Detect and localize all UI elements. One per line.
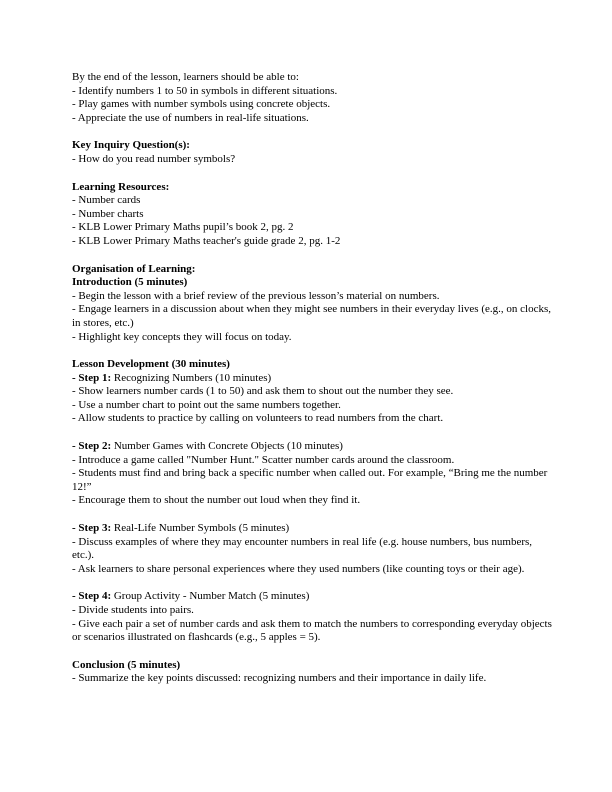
spacer <box>72 576 552 590</box>
step-item: - Give each pair a set of number cards and ask them to match the numbers to corresponding everyday objects or scenarios illustrated on flashcards (e.g., 5 apples = 5). <box>72 617 552 644</box>
objective-item: - Appreciate the use of numbers in real-life situations. <box>72 111 309 124</box>
step-label: - Step 4: <box>72 590 112 603</box>
spacer <box>72 344 552 358</box>
step-title: Recognizing Numbers (10 minutes) <box>111 371 272 384</box>
objective-item: - Identify numbers 1 to 50 in symbols in different situations. <box>72 84 338 97</box>
step-item: - Allow students to practice by calling on volunteers to read numbers from the chart. <box>72 412 444 425</box>
spacer <box>72 125 552 139</box>
step-item: - Ask learners to share personal experiences where they used numbers (like counting toys or their age). <box>72 562 525 575</box>
step-item: - Encourage them to shout the number out loud when they find it. <box>72 494 361 507</box>
inquiry-heading: Key Inquiry Question(s): <box>72 139 190 152</box>
objective-item: - Play games with number symbols using concrete objects. <box>72 98 331 111</box>
step-3-heading <box>72 522 552 536</box>
step-label: - Step 2: <box>72 440 112 453</box>
step-item: - Divide students into pairs. <box>72 604 194 616</box>
conclusion-item: - Summarize the key points discussed: recognizing numbers and their importance in daily life. <box>72 672 487 685</box>
resource-item: - Number charts <box>72 207 144 220</box>
development-heading: Lesson Development (30 minutes) <box>72 358 230 371</box>
organisation-heading: Organisation of Learning: <box>72 262 196 275</box>
resource-item: - Number cards <box>72 194 141 207</box>
resources-heading: Learning Resources: <box>72 180 170 193</box>
inquiry-item: - How do you read number symbols? <box>72 152 236 165</box>
step-title: Group Activity - Number Match (5 minutes) <box>111 590 310 603</box>
spacer <box>72 645 552 659</box>
lesson-plan-page <box>72 71 552 686</box>
step-title: Real-Life Number Symbols (5 minutes) <box>111 522 290 535</box>
step-title: Number Games with Concrete Objects (10 minutes) <box>111 440 343 453</box>
step-label: - Step 1: <box>72 371 112 384</box>
introduction-heading: Introduction (5 minutes) <box>72 276 188 289</box>
introduction-item: - Highlight key concepts they will focus on today. <box>72 330 292 343</box>
introduction-item: - Begin the lesson with a brief review of the previous lesson’s material on numbers. <box>72 289 440 302</box>
step-4-heading <box>72 590 552 604</box>
spacer <box>72 508 552 522</box>
step-label: - Step 3: <box>72 522 112 535</box>
step-item: - Discuss examples of where they may encounter numbers in real life (e.g. house numbers, bus numbers, etc.). <box>72 535 533 562</box>
step-2-heading <box>72 440 552 454</box>
introduction-item: - Engage learners in a discussion about when they might see numbers in their everyday lives (e.g., on clocks, in stores, etc.) <box>72 303 551 329</box>
spacer <box>72 249 552 263</box>
objectives-intro: By the end of the lesson, learners should be able to: <box>72 71 299 83</box>
step-item: - Use a number chart to point out the same numbers together. <box>72 398 341 411</box>
conclusion-heading: Conclusion (5 minutes) <box>72 658 181 671</box>
step-item: - Introduce a game called "Number Hunt." Scatter number cards around the classroom. <box>72 453 455 466</box>
step-item: - Students must find and bring back a specific number when called out. For example, “Bring me the number 12!” <box>72 467 548 493</box>
spacer <box>72 167 552 181</box>
step-1-heading <box>72 372 552 386</box>
spacer <box>72 426 552 440</box>
step-item: - Show learners number cards (1 to 50) and ask them to shout out the number they see. <box>72 385 454 398</box>
resource-item: - KLB Lower Primary Maths pupil’s book 2, pg. 2 <box>72 221 294 234</box>
resource-item: - KLB Lower Primary Maths teacher's guide grade 2, pg. 1-2 <box>72 234 341 247</box>
